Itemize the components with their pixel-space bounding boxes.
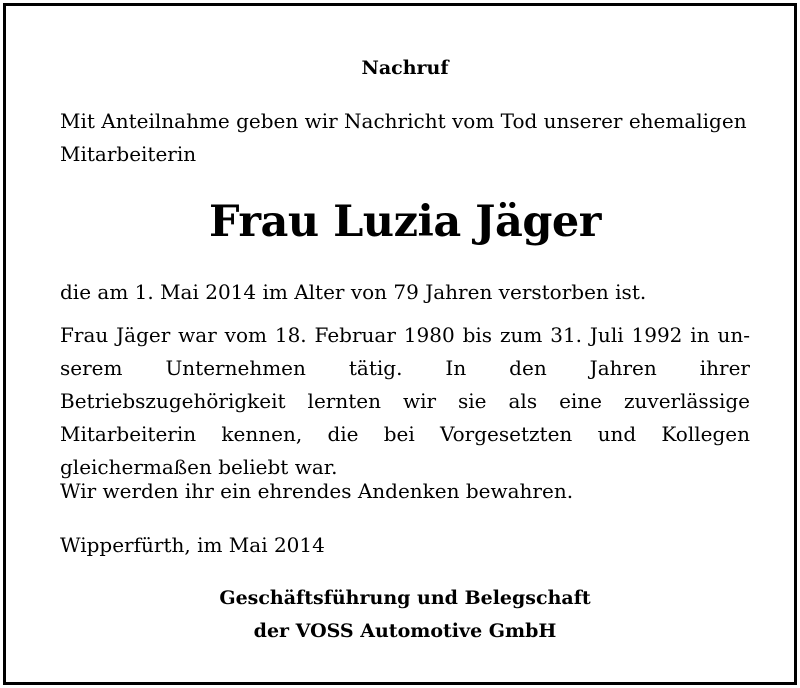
notice-heading: Nachruf	[361, 57, 449, 79]
employment-paragraph: Frau Jäger war vom 18. Februar 1980 bis zum 31. Juli 1992 in unserem Unternehmen tätig. In den Jahren ihrer Betriebszugehörigkeit lernten wir sie als eine zuverlässige Mitarbeiterin kennen, die bei Vorgesetzten und Kollegen gleichermaßen beliebt war.	[60, 323, 750, 479]
notice-intro: Mit Anteilnahme geben wir Nachricht vom Tod unserer ehemaligen Mitarbeiterin	[60, 109, 747, 166]
signature-block	[60, 582, 750, 648]
place-and-date: Wipperfürth, im Mai 2014	[60, 533, 325, 557]
remembrance-statement: Wir werden ihr ein ehrendes Andenken bewahren.	[60, 479, 574, 503]
notice-frame	[3, 3, 797, 685]
signature-line-1: Geschäftsführung und Belegschaft	[219, 587, 591, 609]
deceased-name: Frau Luzia Jäger	[209, 197, 601, 247]
death-statement: die am 1. Mai 2014 im Alter von 79 Jahren verstorben ist.	[60, 280, 647, 304]
signature-line-2: der VOSS Automotive GmbH	[253, 620, 557, 642]
